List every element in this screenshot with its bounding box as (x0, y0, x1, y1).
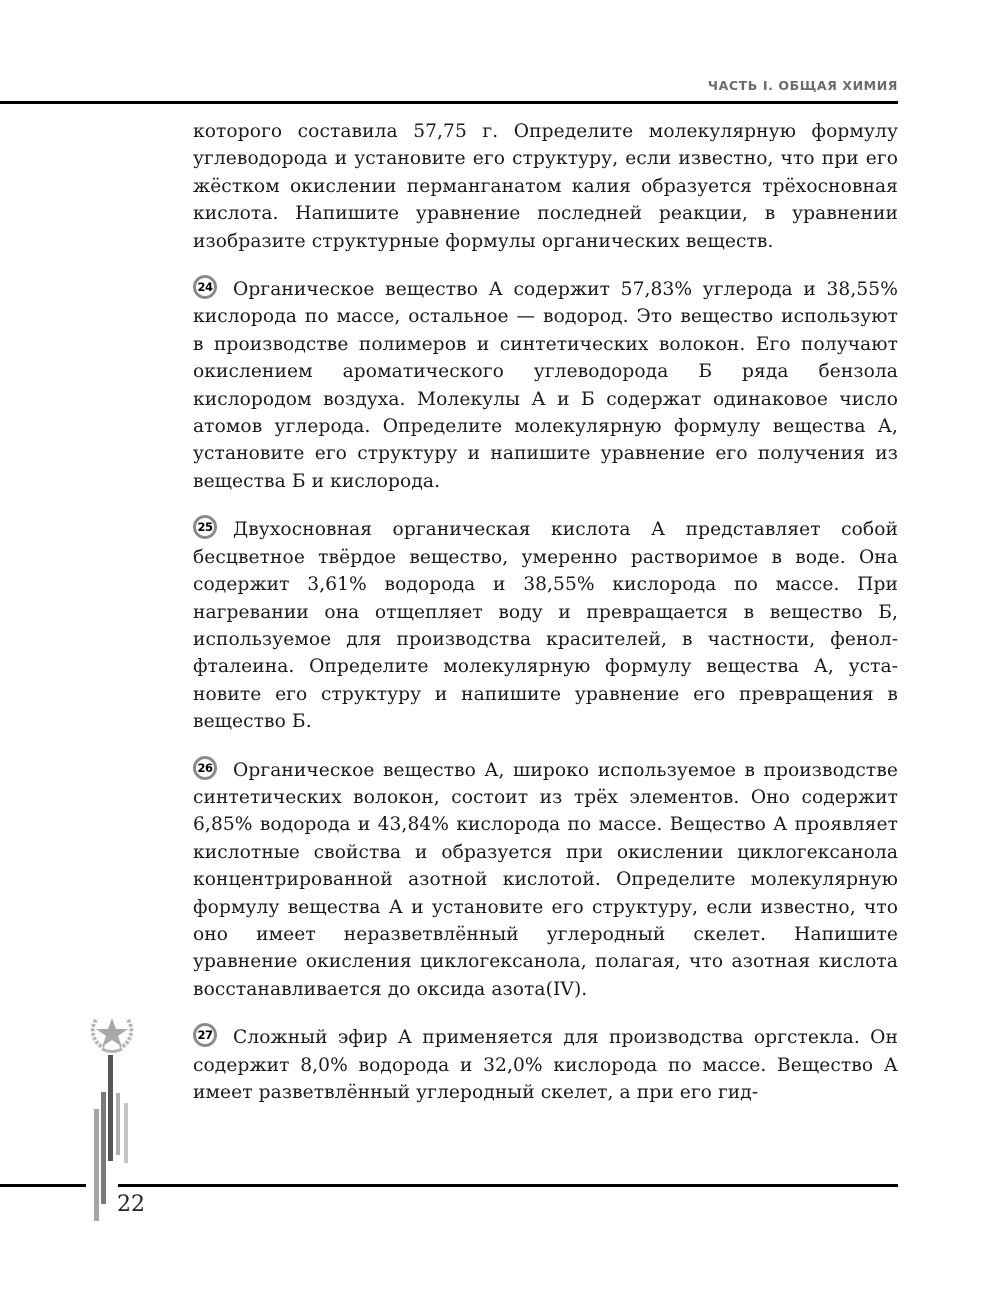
task-26 (193, 756, 898, 1004)
task-27 (193, 1023, 898, 1106)
page-content (193, 118, 898, 1106)
task-number-badge: 27 (193, 1023, 217, 1047)
header-rule (0, 101, 898, 104)
star-wreath-icon (86, 1012, 138, 1054)
task-text: Сложный эфир А применяется для производства оргстекла. Он содержит 8,0% водорода и 32,0% кислорода по массе. Вещество А имеет разветвлённый углеродный скелет, а при его гид- (193, 1027, 898, 1103)
task-25 (193, 515, 898, 735)
task-text: Двухосновная органическая кислота А представляет собой бесцветное твёрдое вещество, умеренно растворимое в воде. Она содержит 3,61% водорода и 38,55% кислорода по массе. При нагревании она отщепляет воду и превращается в вещество Б, используемое для производства красителей, в частности, фенолфталеина. Определите молекулярную формулу вещества А, установите его структуру и напишите уравнение его превращения в вещество Б. (193, 519, 898, 733)
decorative-bar (108, 1055, 113, 1161)
decorative-bar (101, 1092, 106, 1204)
decorative-bar (94, 1109, 99, 1221)
task-number-badge: 25 (193, 515, 217, 539)
task-text: Органическое вещество А, широко используемое в производстве синтетических волокон, состоит из трёх элементов. Оно содержит 6,85% водорода и 43,84% кислорода по массе. Вещество А проявляет кислотные свойства и образуется при окислении циклогексанола концентрированной азотной кислотой. Определите молекулярную формулу вещества А и установите его структуру, если известно, что оно имеет неразветвлённый углеродный скелет. Напишите уравнение окисления циклогексанола, полагая, что азотная кислота восстанавливается до оксида азота(IV). (193, 759, 898, 1000)
task-number-badge: 26 (193, 756, 217, 780)
task-number-badge: 24 (193, 275, 217, 299)
decorative-bar (124, 1103, 128, 1163)
decorative-bar (116, 1093, 120, 1155)
running-head: ЧАСТЬ I. ОБЩАЯ ХИМИЯ (707, 78, 898, 93)
footer-rule (0, 1184, 86, 1187)
continuation-paragraph: которого составила 57,75 г. Определите молекулярную формулу углеводорода и установите его структуру, если известно, что при его жёстком окислении перманганатом калия образуется трёхосновная кислота. Напишите уравнение последней реакции, в уравнении изобразите структурные формулы органических веществ. (193, 121, 898, 252)
page-number: 22 (117, 1192, 145, 1217)
task-text: Органическое вещество А содержит 57,83% углерода и 38,55% кислорода по массе, остальное — водород. Это вещество используют в производстве полимеров и синтетических волокон. Его получают окислением ароматического углеводорода Б ряда бензола кислородом воздуха. Молекулы А и Б содержат одинаковое число атомов углерода. Определите молекулярную формулу вещества А, установите его структуру и напишите уравнение его получения из вещества Б и кислорода. (193, 279, 898, 492)
footer-rule (118, 1184, 898, 1187)
task-24 (193, 275, 898, 495)
